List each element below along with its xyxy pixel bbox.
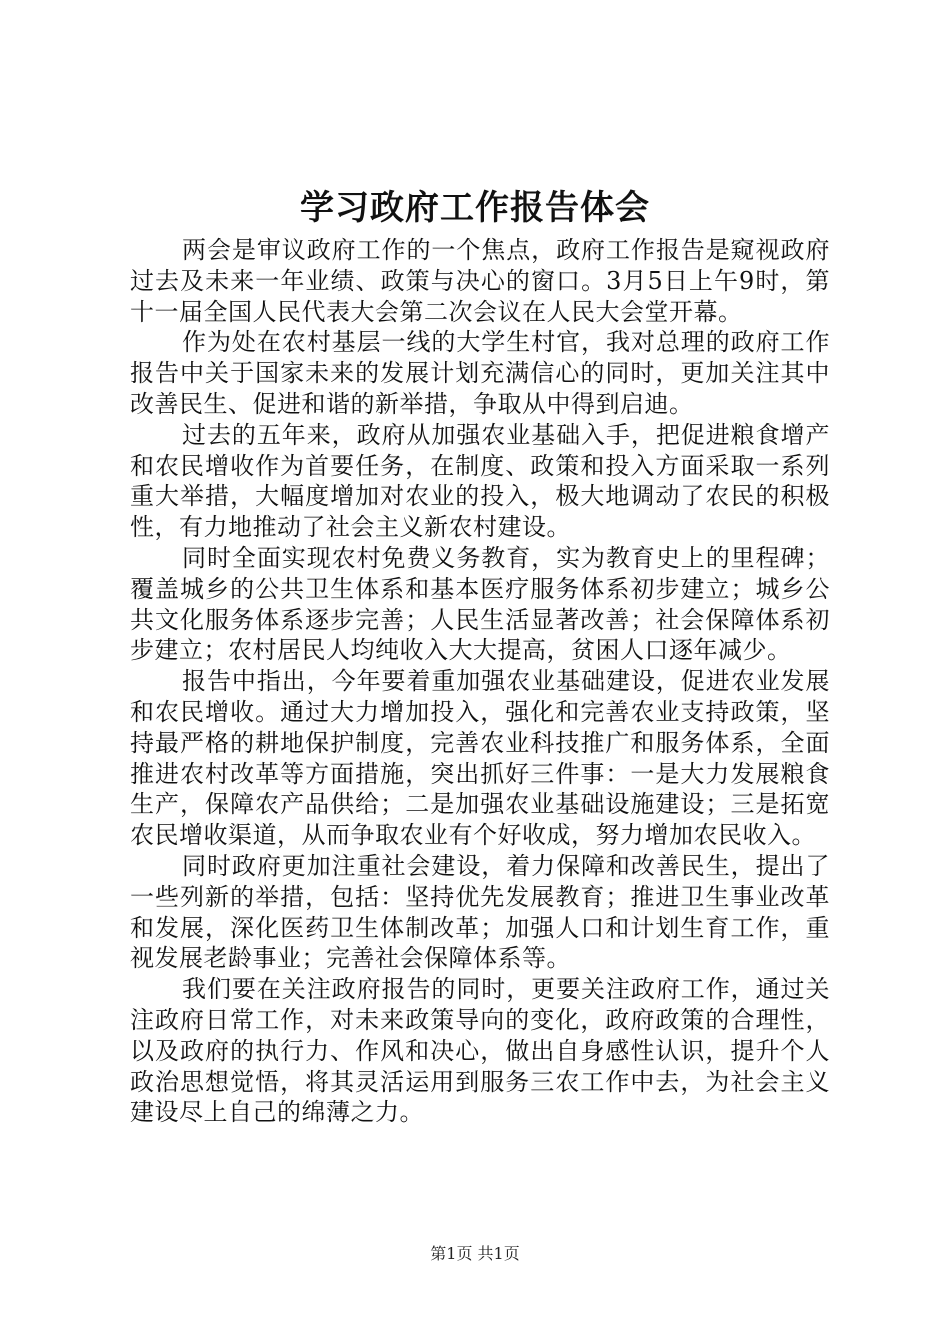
paragraph-7: 我们要在关注政府报告的同时，更要关注政府工作，通过关注政府日常工作，对未来政策导向的变化，政府政策的合理性，以及政府的执行力、作风和决心，做出自身感性认识，提升个人政治思想觉悟，将其灵活运用到服务三农工作中去，为社会主义建设尽上自己的绵薄之力。 bbox=[130, 975, 830, 1127]
page-footer: 第1页 共1页 bbox=[430, 1244, 520, 1263]
paragraph-3: 过去的五年来，政府从加强农业基础入手，把促进粮食增产和农民增收作为首要任务，在制度、政策和投入方面采取一系列重大举措，大幅度增加对农业的投入，极大地调动了农民的积极性，有力地推动了社会主义新农村建设。 bbox=[130, 420, 830, 542]
paragraph-4: 同时全面实现农村免费义务教育，实为教育史上的里程碑；覆盖城乡的公共卫生体系和基本医疗服务体系初步建立；城乡公共文化服务体系逐步完善；人民生活显著改善；社会保障体系初步建立；农村居民人均纯收入大大提高，贫困人口逐年减少。 bbox=[130, 543, 830, 665]
paragraph-1: 两会是审议政府工作的一个焦点，政府工作报告是窥视政府过去及未来一年业绩、政策与决心的窗口。3月5日上午9时，第十一届全国人民代表大会第二次会议在人民大会堂开幕。 bbox=[130, 236, 830, 326]
document-body bbox=[130, 235, 830, 1128]
document-title: 学习政府工作报告体会 bbox=[300, 188, 650, 228]
paragraph-6: 同时政府更加注重社会建设，着力保障和改善民生，提出了一些列新的举措，包括：坚持优先发展教育；推进卫生事业改革和发展，深化医药卫生体制改革；加强人口和计划生育工作，重视发展老龄事业；完善社会保障体系等。 bbox=[130, 851, 830, 973]
paragraph-5: 报告中指出，今年要着重加强农业基础建设，促进农业发展和农民增收。通过大力增加投入，强化和完善农业支持政策，坚持最严格的耕地保护制度，完善农业科技推广和服务体系，全面推进农村改革等方面措施，突出抓好三件事：一是大力发展粮食生产，保障农产品供给；二是加强农业基础设施建设；三是拓宽农民增收渠道，从而争取农业有个好收成，努力增加农民收入。 bbox=[130, 667, 830, 850]
paragraph-2: 作为处在农村基层一线的大学生村官，我对总理的政府工作报告中关于国家未来的发展计划充满信心的同时，更加关注其中改善民生、促进和谐的新举措，争取从中得到启迪。 bbox=[130, 328, 830, 418]
